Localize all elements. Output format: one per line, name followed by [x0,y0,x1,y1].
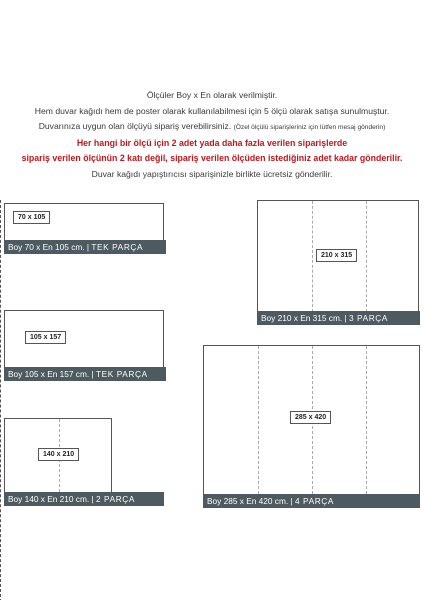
size-70x105-pieces: TEK PARÇA [91,242,144,252]
intro-line-1: Ölçüler Boy x En olarak verilmiştir. [146,90,278,100]
size-210x315-panel-divider-1 [312,201,313,312]
size-285x420-panel-divider-3 [366,346,367,494]
size-210x315-caption [257,311,420,325]
size-285x420-dimensions: Boy 285 x En 420 cm. [207,496,289,506]
intro-line-5-highlight: sipariş verilen ölçünün 2 katı değil, sipariş verilen ölçüden istediğiniz adet kadar gönderilir. [21,153,403,163]
intro-text [0,88,424,182]
size-140x210-pieces: 2 PARÇA [95,494,136,504]
size-105x157-separator: | [89,369,96,379]
intro-line-3-main: Duvarınıza uygun olan ölçüyü sipariş verebilirsiniz. [38,121,232,131]
size-105x157-preview [4,310,164,368]
intro-line-3-note: (Özel ölçülü siparişleriniz için lütfen mesaj gönderin) [233,124,386,131]
size-105x157-pieces: TEK PARÇA [95,369,148,379]
intro-line-2: Hem duvar kağıdı hem de poster olarak kullanılabilmesi için 5 ölçü olarak satışa sunulmuştur. [34,105,390,116]
size-70x105-separator: | [84,242,92,252]
size-105x157-caption [4,367,166,381]
size-210x315-dimensions: Boy 210 x En 315 cm. [261,313,343,323]
size-70x105-preview [4,203,164,240]
size-285x420-preview [203,345,420,494]
size-105x157-dimensions: Boy 105 x En 157 cm. [8,369,90,379]
size-70x105-tag: 70 x 105 [13,211,50,224]
size-285x420-caption [203,494,420,508]
size-210x315-tag: 210 x 315 [316,249,357,262]
intro-line-4-highlight: Her hangi bir ölçü için 2 adet yada daha fazla verilen siparişlerde [76,137,348,148]
intro-line-6: Duvar kağıdı yapıştırıcısı siparişinizle birlikte ücretsiz gönderilir. [91,168,333,179]
size-285x420-separator: | [288,496,295,506]
size-210x315-pieces: 3 PARÇA [348,313,389,323]
size-210x315-separator: | [342,313,349,323]
size-285x420-tag: 285 x 420 [290,411,331,424]
size-140x210-dimensions: Boy 140 x En 210 cm. [8,494,90,504]
size-140x210-preview [4,418,112,492]
size-210x315-panel-divider-2 [366,201,367,312]
size-140x210-tag: 140 x 210 [38,448,79,461]
size-140x210-separator: | [89,494,96,504]
size-285x420-panel-divider-1 [258,346,259,494]
size-210x315-preview [257,200,419,312]
intro-line-3 [0,119,424,136]
size-105x157-tag: 105 x 157 [25,331,66,344]
size-285x420-pieces: 4 PARÇA [294,496,335,506]
size-70x105-dimensions: Boy 70 x En 105 cm. [8,242,85,252]
size-70x105-caption [4,240,166,254]
size-140x210-caption [4,492,164,506]
column-guide-line [0,200,1,600]
